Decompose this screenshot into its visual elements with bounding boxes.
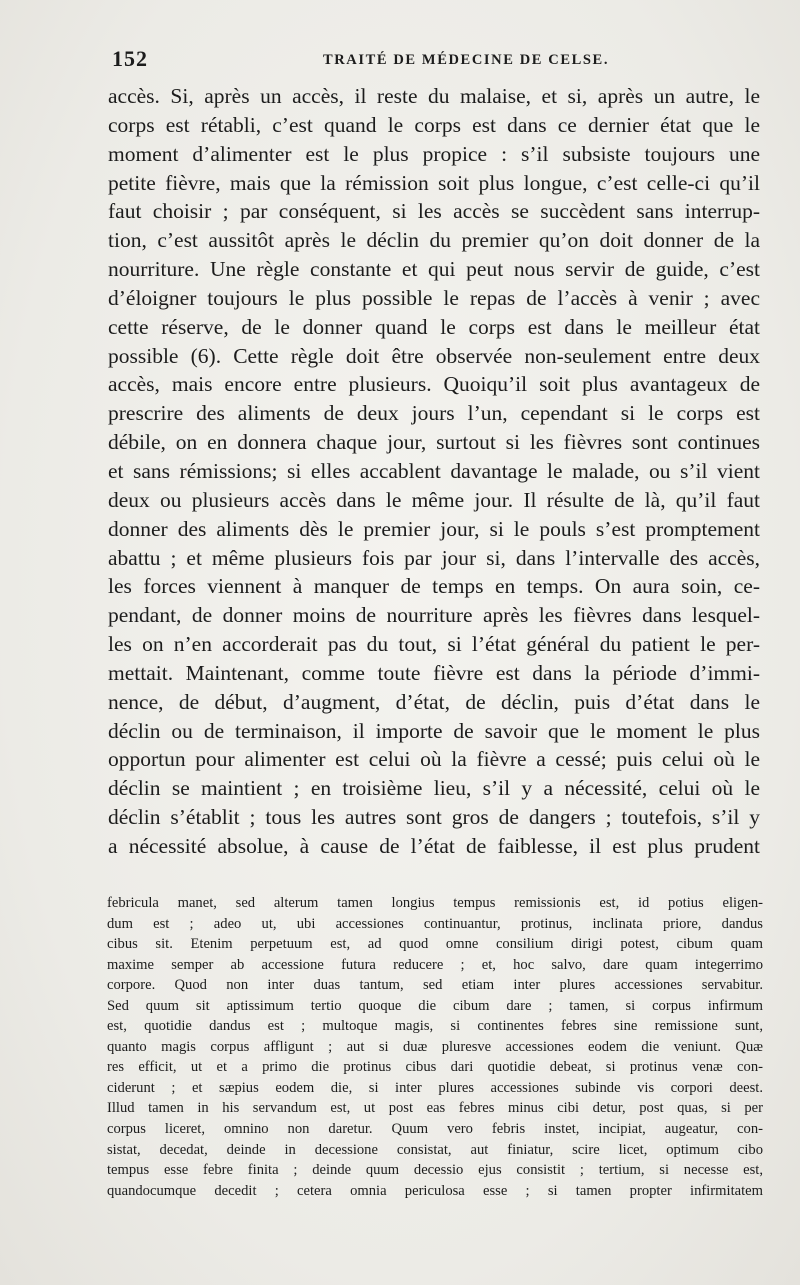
latin-line: Illud tamen in his servandum est, ut post eas febres minus cibi detur, post quas, si per (107, 1100, 763, 1117)
text-line: petite fièvre, mais que la rémission soit plus longue, c’est celle-ci qu’il (108, 170, 760, 195)
latin-line: ciderunt ; et sæpius eodem die, si inter plures accessiones subinde vis corpori deest. (107, 1079, 763, 1096)
latin-line: corpus liceret, omnino non daretur. Quum vero febris instet, incipiat, augeatur, con- (107, 1121, 763, 1138)
latin-line: sistat, decedat, deinde in decessione consistat, aut finiatur, scire licet, optimum cibo (107, 1141, 763, 1158)
text-line: prescrire des aliments de deux jours l’un, cependant si le corps est (108, 401, 760, 426)
page-header (112, 46, 760, 76)
latin-line: tempus esse febre finita ; deinde quum decessio ejus consistit ; tertium, si necesse est, (107, 1162, 763, 1179)
latin-line: res efficit, ut et a primo die protinus cibus dari quotidie debeat, si protinus venæ con- (107, 1059, 763, 1076)
text-line: corps est rétabli, c’est quand le corps est dans ce dernier état que le (108, 112, 760, 137)
text-line: a nécessité absolue, à cause de l’état de faiblesse, il est plus prudent (108, 833, 760, 858)
text-line: pendant, de donner moins de nourriture après les fièvres dans lesquel- (108, 603, 760, 628)
text-line: nence, de début, d’augment, d’état, de déclin, puis d’état dans le (108, 689, 760, 714)
french-translation-text (108, 82, 760, 861)
text-line: cette réserve, de le donner quand le corps est dans le meilleur état (108, 314, 760, 339)
text-line: faut choisir ; par conséquent, si les accès se succèdent sans interrup- (108, 199, 760, 224)
text-line: tion, c’est aussitôt après le déclin du premier qu’on doit donner de la (108, 228, 760, 253)
latin-line: maxime semper ab accessione futura reducere ; et, hoc salvo, dare quam integerrimo (107, 956, 763, 973)
text-line: nourriture. Une règle constante et qui peut nous servir de guide, c’est (108, 257, 760, 282)
latin-line: est, quotidie dandus est ; multoque magis, si continentes febres sine remissione sunt, (107, 1018, 763, 1035)
latin-line: cibus sit. Etenim perpetuum est, ad quod omne consilium dirigi potest, cibum quam (107, 936, 763, 953)
text-line: possible (6). Cette règle doit être observée non-seulement entre deux (108, 343, 760, 368)
text-line: donner des aliments dès le premier jour, si le pouls s’est promptement (108, 516, 760, 541)
text-line: accès. Si, après un accès, il reste du malaise, et si, après un autre, le (108, 84, 760, 108)
text-line: moment d’alimenter est le plus propice : s’il subsiste toujours une (108, 141, 760, 166)
page-number: 152 (112, 46, 148, 71)
text-line: deux ou plusieurs accès dans le même jour. Il résulte de là, qu’il faut (108, 487, 760, 512)
text-line: accès, mais encore entre plusieurs. Quoiqu’il soit plus avantageux de (108, 372, 760, 397)
latin-line: quanto magis corpus affligunt ; aut si duæ pluresve accessiones eodem die veniunt. Quæ (107, 1038, 763, 1055)
latin-line: Sed quum sit aptissimum tertio quoque die cibum dare ; tamen, si corpus infirmum (107, 997, 763, 1014)
latin-line: corpore. Quod non inter duas tantum, sed etiam inter plures accessiones servabitur. (107, 977, 763, 994)
latin-line: dum est ; adeo ut, ubi accessiones continuantur, protinus, inclinata priore, dandus (107, 915, 763, 932)
text-line: mettait. Maintenant, comme toute fièvre est dans la période d’immi- (108, 660, 760, 685)
latin-original-text (107, 893, 763, 1201)
running-title: TRAITÉ DE MÉDECINE DE CELSE. (322, 52, 610, 68)
latin-line: quandocumque decedit ; cetera omnia periculosa esse ; si tamen propter infirmitatem (107, 1182, 763, 1199)
text-line: déclin s’établit ; tous les autres sont gros de dangers ; toutefois, s’il y (108, 805, 760, 830)
text-line: déclin se maintient ; en troisième lieu, s’il y a nécessité, celui où le (108, 776, 760, 801)
text-line: opportun pour alimenter est celui où la fièvre a cessé; puis celui où le (108, 747, 760, 772)
latin-line: febricula manet, sed alterum tamen longius tempus remissionis est, id potius eligen- (107, 895, 763, 911)
text-line: d’éloigner toujours le plus possible le repas de l’accès à venir ; avec (108, 285, 760, 310)
text-line: les forces viennent à manquer de temps en temps. On aura soin, ce- (108, 574, 760, 599)
text-line: et sans rémissions; si elles accablent davantage le malade, ou s’il vient (108, 458, 760, 483)
text-line: déclin ou de terminaison, il importe de savoir que le moment le plus (108, 718, 760, 743)
text-line: les on n’en accorderait pas du tout, si l’état général du patient le per- (108, 632, 760, 657)
text-line: abattu ; et même plusieurs fois par jour si, dans l’intervalle des accès, (108, 545, 760, 570)
text-line: débile, on en donnera chaque jour, surtout si les fièvres sont continues (108, 430, 760, 455)
